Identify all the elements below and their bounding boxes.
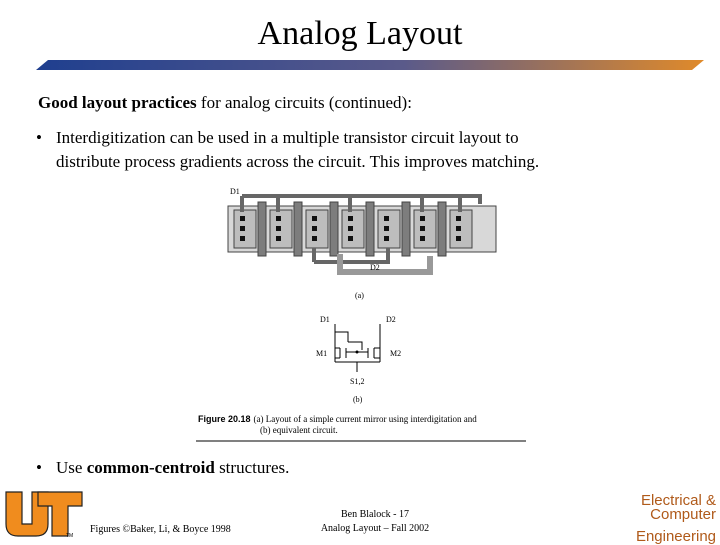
bullet-dot: • <box>36 128 42 147</box>
ece-line3: Engineering <box>635 528 716 545</box>
schematic-s12-label: S1,2 <box>350 377 365 386</box>
subtitle-rest: for analog circuits (continued): <box>196 93 412 112</box>
page-title: Analog Layout <box>257 15 463 52</box>
schematic-d2-label: D2 <box>386 315 396 324</box>
ut-logo <box>4 490 86 538</box>
department-wordmark <box>600 494 716 544</box>
bullet2-bold: common-centroid <box>86 458 215 477</box>
current-mirror-figure <box>190 182 530 444</box>
figure-a-label: (a) <box>355 291 364 300</box>
bullet2-pre: Use <box>56 458 87 477</box>
bullet1-line2: distribute process gradients across the circuit. This improves matching. <box>56 152 540 171</box>
logo-tm: TM <box>66 533 74 538</box>
footer-info <box>300 508 450 536</box>
schematic-m1-label: M1 <box>316 349 328 358</box>
bullet-dot: • <box>36 458 42 477</box>
ece-line1: Electrical & <box>640 492 716 509</box>
layout-d2-label: D2 <box>370 263 380 272</box>
figure-credit: Figures ©Baker, Li, & Boyce 1998 <box>90 524 231 535</box>
current-mirror-schematic <box>335 324 380 372</box>
layout-d1-label: D1 <box>230 187 240 196</box>
figure-caption-line1 <box>198 414 477 424</box>
bullet-interdigitization <box>36 126 676 174</box>
bullet1-line1: Interdigitization can be used in a multiple transistor circuit layout to <box>56 128 519 147</box>
ece-line2: Computer <box>650 506 716 523</box>
caption-figure-number: Figure 20.18 <box>198 414 251 424</box>
caption-text1: (a) Layout of a simple current mirror using interdigitation and <box>253 414 477 424</box>
title-rule <box>0 58 720 76</box>
subtitle-bold: Good layout practices <box>38 93 197 112</box>
schematic-m2-label: M2 <box>390 349 402 358</box>
figure-caption-line2: (b) equivalent circuit. <box>260 425 338 435</box>
figure-b-label: (b) <box>353 395 363 404</box>
gate-node <box>356 351 359 354</box>
footer-course: Analog Layout – Fall 2002 <box>320 523 430 534</box>
interdigitated-layout <box>228 196 496 272</box>
bullet2-post: structures. <box>214 458 290 477</box>
subtitle <box>38 92 412 114</box>
schematic-d1-label: D1 <box>320 315 330 324</box>
bullet-common-centroid <box>36 456 289 480</box>
footer-author-page: Ben Blalock - 17 <box>340 509 410 520</box>
